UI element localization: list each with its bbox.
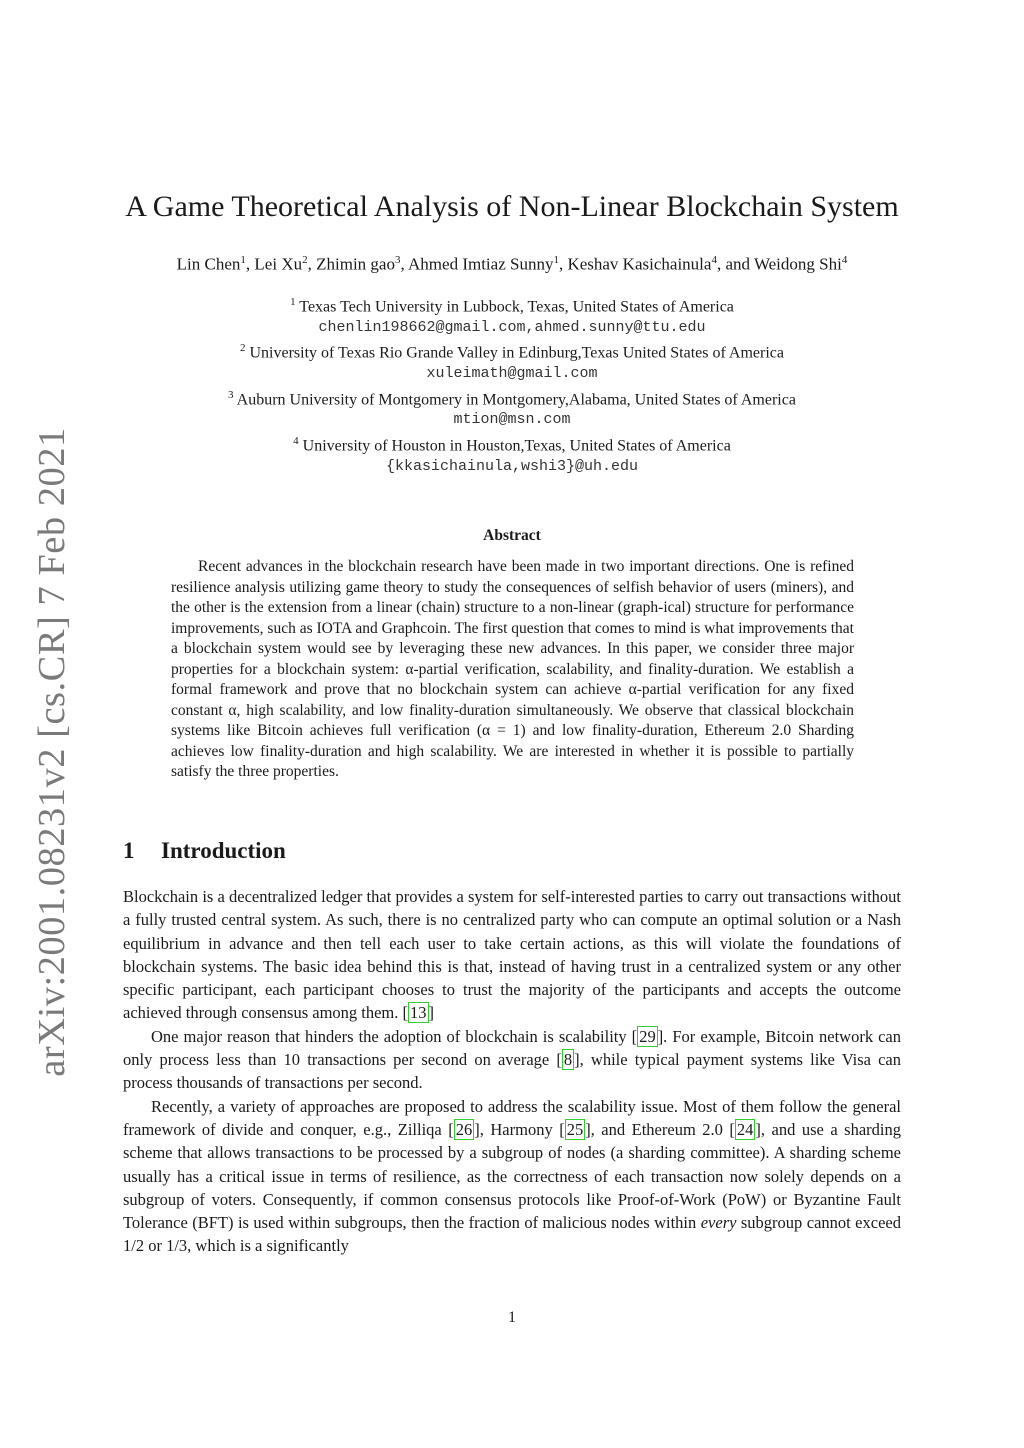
citation-link[interactable]: 26	[455, 1119, 473, 1139]
affiliation-number: 4	[293, 434, 299, 447]
paragraph-text: One major reason that hinders the adoption of blockchain is scalability [	[151, 1026, 638, 1046]
affiliation	[0, 338, 1024, 364]
affiliation-email[interactable]: chenlin198662@gmail.com,ahmed.sunny@ttu.edu	[318, 318, 706, 336]
paper-title: A Game Theoretical Analysis of Non-Linear Blockchain System	[125, 190, 899, 223]
paragraph-text: ], and use a sharding scheme that allows transactions to be processed by a subgroup of nodes (a sharding committee). A sharding scheme usually has a critical issue in terms of resilience, as the correctness of each transaction now solely depends on a subgroup of voters. Consequently, if common consensus protocols like Proof-of-Work (PoW) or Byzantine Fault Tolerance (BFT) is used within subgroups, then the fraction of malicious nodes within	[123, 1119, 901, 1233]
abstract-heading: Abstract	[483, 527, 541, 544]
author-affiliation-mark: 1	[240, 254, 246, 266]
affiliation-name: Auburn University of Montgomery in Montgomery,Alabama, United States of America	[236, 390, 796, 408]
affiliation-number: 3	[228, 388, 234, 401]
citation-link[interactable]: 13	[410, 1003, 427, 1023]
author-name: Ahmed Imtiaz Sunny	[408, 254, 554, 274]
arxiv-identifier: arXiv:2001.08231v2 [cs.CR] 7 Feb 2021	[31, 427, 73, 1077]
author-affiliation-mark: 2	[302, 254, 308, 266]
paragraph	[123, 1025, 901, 1095]
author-name: Lei Xu	[254, 254, 303, 274]
page-number: 1	[508, 1309, 516, 1326]
author-separator: ,	[558, 254, 568, 274]
paragraph	[123, 885, 901, 1025]
author-affiliation-mark: 4	[841, 254, 848, 266]
paragraph-text: ]	[428, 1003, 435, 1023]
affiliation	[0, 292, 1024, 318]
emphasized-text: every	[700, 1213, 737, 1233]
section-heading-introduction	[123, 838, 286, 864]
paragraph-text: ], and Ethereum 2.0 [	[585, 1119, 735, 1139]
author-list	[0, 254, 1024, 275]
affiliation-number: 1	[290, 296, 296, 308]
author-separator: ,	[400, 254, 409, 274]
affiliation-number: 2	[239, 342, 246, 355]
introduction-body	[123, 885, 901, 1258]
affiliation-email[interactable]: {kkasichainula,wshi3}@uh.edu	[385, 457, 639, 475]
author-separator: ,	[307, 254, 317, 274]
author-name: Lin Chen	[176, 254, 241, 274]
affiliation-name: University of Texas Rio Grande Valley in Edinburg,Texas United States of America	[249, 344, 785, 362]
abstract-text: Recent advances in the blockchain research have been made in two important directions. One is refined resilience analysis utilizing game theory to study the consequences of selfish behavior of users (miners), and the other is the extension from a linear (chain) structure to a non-linear (graph-ical) structure for performance improvements, such as IOTA and Graphcoin. The first question that comes to mind is what improvements that a blockchain system would see by leveraging these new advances. In this paper, we consider three major properties for a blockchain system: α-partial verification, scalability, and finality-duration. We establish a formal framework and prove that no blockchain system can achieve α-partial verification for any fixed constant α, high scalability, and low finality-duration simultaneously. We observe that classical blockchain systems like Bitcoin achieves full verification (α = 1) and low finality-duration, Ethereum 2.0 Sharding achieves low finality-duration and high scalability. We are interested in whether it is possible to partially satisfy the three properties.	[171, 558, 854, 780]
affiliation-name: University of Houston in Houston,Texas, United States of America	[302, 437, 731, 455]
author-name: Weidong Shi	[753, 254, 842, 274]
author-name: Zhimin gao	[316, 254, 395, 274]
affiliation-name: Texas Tech University in Lubbock, Texas, United States of America	[299, 298, 734, 316]
affiliation	[0, 431, 1024, 457]
paragraph-text: ]. For example, Bitcoin network can only process less than 10 transactions per second on average [	[123, 1026, 902, 1070]
paragraph-text: ], Harmony [	[474, 1119, 565, 1139]
affiliation	[0, 385, 1024, 411]
citation-link[interactable]: 25	[566, 1119, 584, 1139]
affiliations-block	[0, 292, 1024, 477]
author-name: Keshav Kasichainula	[567, 254, 712, 274]
section-title: Introduction	[161, 838, 286, 863]
paragraph-text: ], while typical payment systems like Visa can process thousands of transactions per second.	[123, 1050, 901, 1093]
paragraph-text: Recently, a variety of approaches are proposed to address the scalability issue. Most of them follow the general framework of divide and conquer, e.g., Zilliqa [	[123, 1096, 901, 1139]
paragraph	[123, 1095, 901, 1258]
affiliation-email[interactable]: xuleimath@gmail.com	[426, 365, 598, 383]
citation-link[interactable]: 24	[736, 1119, 754, 1139]
author-affiliation-mark: 3	[394, 254, 401, 266]
section-number: 1	[123, 838, 135, 863]
affiliation-email[interactable]: mtion@msn.com	[453, 411, 571, 429]
paragraph-text: subgroup cannot exceed 1/2 or 1/3, which is a significantly	[123, 1213, 901, 1256]
paragraph-text: Blockchain is a decentralized ledger that provides a system for self-interested parties to carry out transactions without a fully trusted central system. As such, there is no centralized party who can compute an optimal solution or a Nash equilibrium in advance and then tell each user to take certain actions, as this will violate the foundations of blockchain systems. The basic idea behind this is that, instead of having trust in a centralized system or any other specific participant, each participant chooses to trust the majority of the participants and accepts the outcome achieved through consensus among them. [	[123, 887, 901, 1023]
author-affiliation-mark: 4	[711, 254, 717, 266]
citation-link[interactable]: 8	[563, 1050, 573, 1070]
citation-link[interactable]: 29	[639, 1026, 656, 1046]
author-separator: ,	[245, 254, 255, 274]
author-separator: , and	[716, 254, 754, 274]
author-affiliation-mark: 1	[553, 254, 559, 266]
